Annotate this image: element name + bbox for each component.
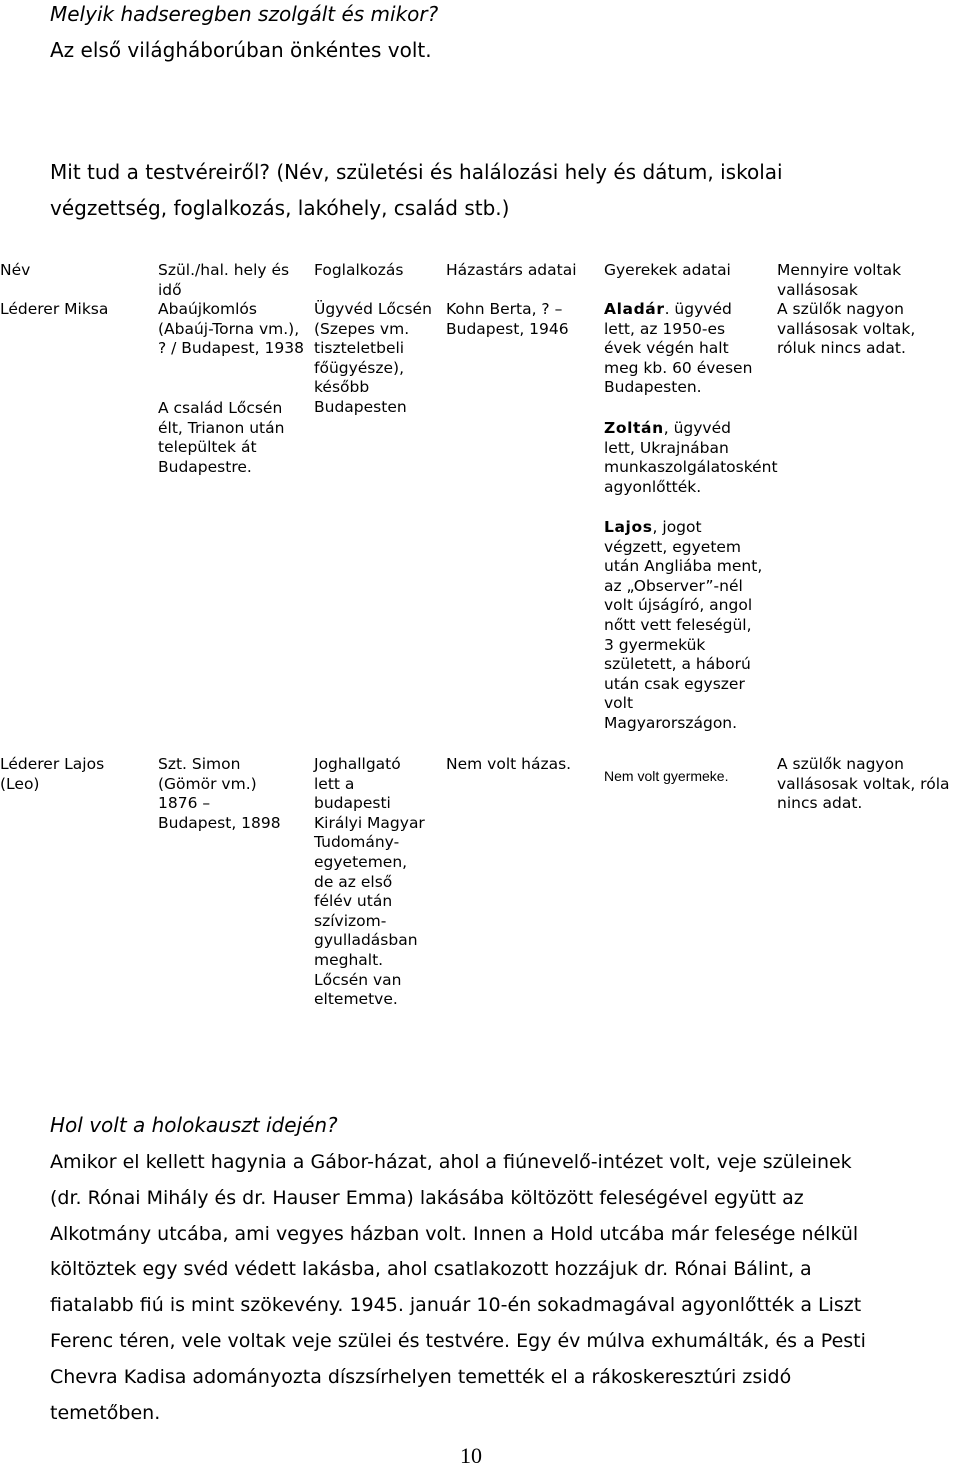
question-siblings-line2: végzettség, foglalkozás, lakóhely, család stb.) xyxy=(50,196,510,220)
row2-birth: Szt. Simon (Gömör vm.) 1876 – Budapest, 1898 xyxy=(158,755,281,832)
header-children: Gyerekek adatai xyxy=(604,261,731,279)
row2-children: Nem volt gyermeke. xyxy=(604,768,729,784)
child-text-lajos: , jogot végzett, egyetem után Angliába ment, az „Observer”-nél volt újságíró, angol nőtt vett feleségül, 3 gyermekük született, a háború után csak egyszer volt Magyarországon. xyxy=(604,518,763,732)
answer-holocaust: Amikor el kellett hagynia a Gábor-házat, ahol a fiúnevelő-intézet volt, veje szüleinek (dr. Rónai Mihály és dr. Hauser Emma) lakásába költözött feleségével együtt az Alkotmány utcába, ami vegyes házban volt. Innen a Hold utcába már felesége nélkül költöztek egy svéd védett lakásba, ahol csatlakozott hozzájuk dr. Rónai Bálint, a fiatalabb fiú is mint szökevény. 1945. január 10-én sokadmagával agyonlőtték a Liszt Ferenc téren, vele voltak veje szülei és testvére. Egy év múlva exhumálták, és a Pesti Chevra Kadisa adományozta díszsírhelyen temették el a rákoskeresztúri zsidó temetőben. xyxy=(50,1151,866,1424)
child-name-lajos: Lajos xyxy=(604,518,653,536)
row1-child-lajos xyxy=(604,518,764,734)
header-spouse: Házastárs adatai xyxy=(446,261,577,279)
child-name-aladar: Aladár xyxy=(604,300,665,318)
row2-spouse: Nem volt házas. xyxy=(446,755,572,773)
page-number: 10 xyxy=(460,1443,482,1468)
header-name: Név xyxy=(0,261,31,279)
child-text-zoltan: , ügyvéd lett, Ukrajnában munkaszolgálatosként agyonlőtték. xyxy=(604,419,778,496)
row1-birth: Abaújkomlós (Abaúj-Torna vm.), ? / Budapest, 1938 xyxy=(158,300,304,358)
row1-religion: A szülők nagyon vallásosak voltak, róluk nincs adat. xyxy=(777,300,916,358)
row1-child-zoltan xyxy=(604,419,778,497)
header-birth: Szül./hal. hely és idő xyxy=(158,261,290,299)
row1-spouse: Kohn Berta, ? – Budapest, 1946 xyxy=(446,300,569,338)
header-religion: Mennyire voltak vallásosak xyxy=(777,261,902,299)
row1-birth-note: A család Lőcsén élt, Trianon után települtek át Budapestre. xyxy=(158,399,285,476)
header-job: Foglalkozás xyxy=(314,261,404,279)
row1-job: Ügyvéd Lőcsén (Szepes vm. tiszteletbeli főügyésze), később Budapesten xyxy=(314,300,432,416)
child-name-zoltan: Zoltán xyxy=(604,419,664,437)
row1-name: Léderer Miksa xyxy=(0,300,109,318)
row2-religion: A szülők nagyon vallásosak voltak, róla nincs adat. xyxy=(777,755,950,813)
row1-child-aladar xyxy=(604,300,764,398)
question-military: Melyik hadseregben szolgált és mikor? xyxy=(50,2,439,26)
question-siblings-line1: Mit tud a testvéreiről? (Név, születési és halálozási hely és dátum, iskolai xyxy=(50,160,783,184)
question-holocaust: Hol volt a holokauszt idején? xyxy=(50,1113,338,1137)
row2-job: Joghallgató lett a budapesti Királyi Magyar Tudomány-egyetemen, de az első félév után szívizom-gyulladásban meghalt. Lőcsén van eltemetve. xyxy=(314,755,425,1009)
answer-military: Az első világháborúban önkéntes volt. xyxy=(50,38,432,62)
row2-name: Léderer Lajos (Leo) xyxy=(0,755,105,793)
child-text-aladar: . ügyvéd lett, az 1950-es évek végén halt meg kb. 60 évesen Budapesten. xyxy=(604,300,753,397)
